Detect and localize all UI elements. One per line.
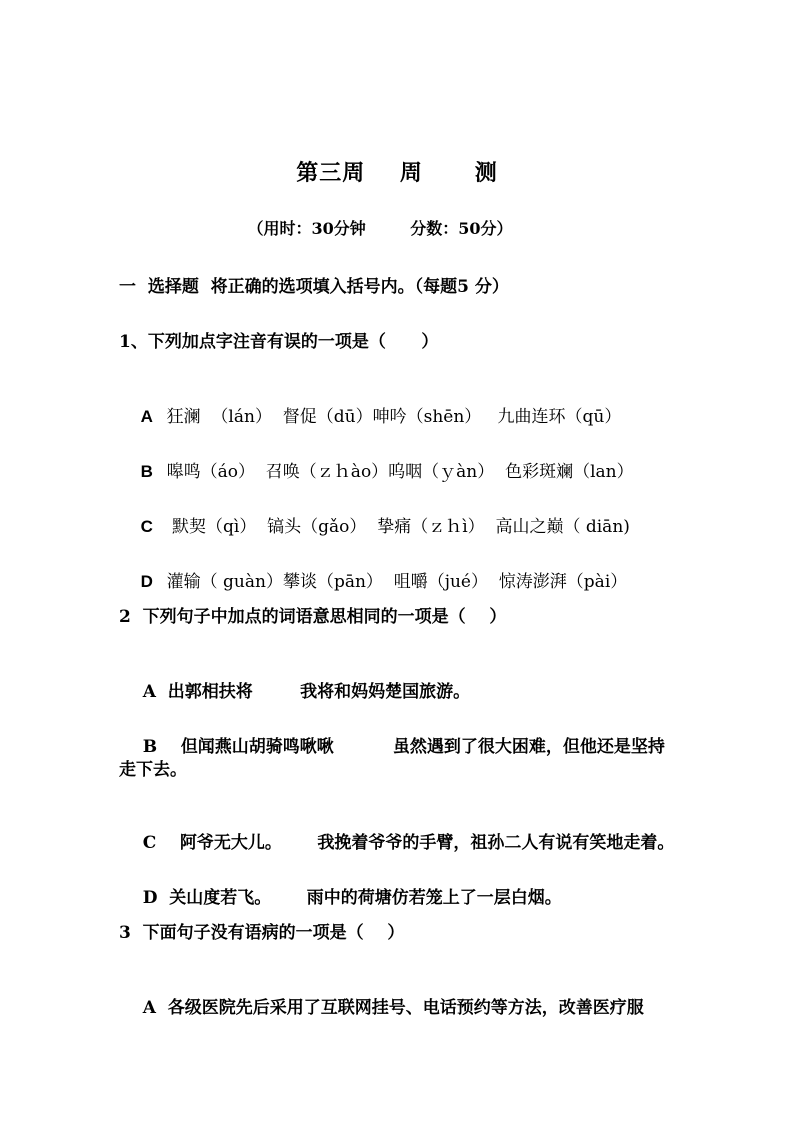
option-text: 阿爷无大儿。 我挽着爷爷的手臂，祖孙二人有说有笑地走着。 [168,833,675,853]
option-text: 关山度若飞。 雨中的荷塘仿若笼上了一层白烟。 [169,888,562,908]
option-text: 各级医院先后采用了互联网挂号、电话预约等方法，改善医疗服 [167,998,644,1018]
option-text: 狂澜 （lán） 督促（dū）呻吟（shēn） 九曲连环（qū） [166,407,622,427]
question-2-stem: 2 下列句子中加点的词语意思相同的一项是（ ） [119,607,507,627]
question-3-option-a [119,973,644,1038]
option-text: 但闻燕山胡骑鸣啾啾 虽然遇到了很大困难，但他还是坚持 [168,737,665,757]
page-title: 第三周 周 测 [296,160,498,186]
option-text: 默契（qì） 镐头（gǎo） 挚痛（ｚｈì） 高山之巅（ diān) [166,517,630,537]
option-letter: B [142,737,158,757]
question-2-option-b-continued: 走下去。 [119,760,187,780]
option-text: 出郭相扶将 我将和妈妈楚国旅游。 [167,682,471,702]
page-subtitle: （用时：30分钟 分数：50分） [247,219,513,238]
question-2-option-b [119,712,665,777]
option-letter: A [142,682,156,702]
option-text: 嗥鸣（áo） 召唤（ｚｈào）呜咽（ｙàn） 色彩斑斓（lan） [166,462,634,482]
question-3-stem: 3 下面句子没有语病的一项是（ ） [119,923,405,943]
option-letter: D [142,888,158,908]
option-letter: B [140,462,153,481]
question-1-stem: 1、下列加点字注音有误的一项是（ ） [119,332,439,352]
option-letter: D [140,572,153,591]
option-letter: A [140,407,153,426]
option-letter: C [140,517,153,536]
option-letter: A [142,998,156,1018]
option-text: 灌输（ guàn）攀谈（pān） 咀嚼（jué） 惊涛澎湃（pài） [166,572,628,592]
option-letter: C [142,833,157,853]
section-heading: 一 选择题 将正确的选项填入括号内。（每题5 分） [119,277,509,297]
